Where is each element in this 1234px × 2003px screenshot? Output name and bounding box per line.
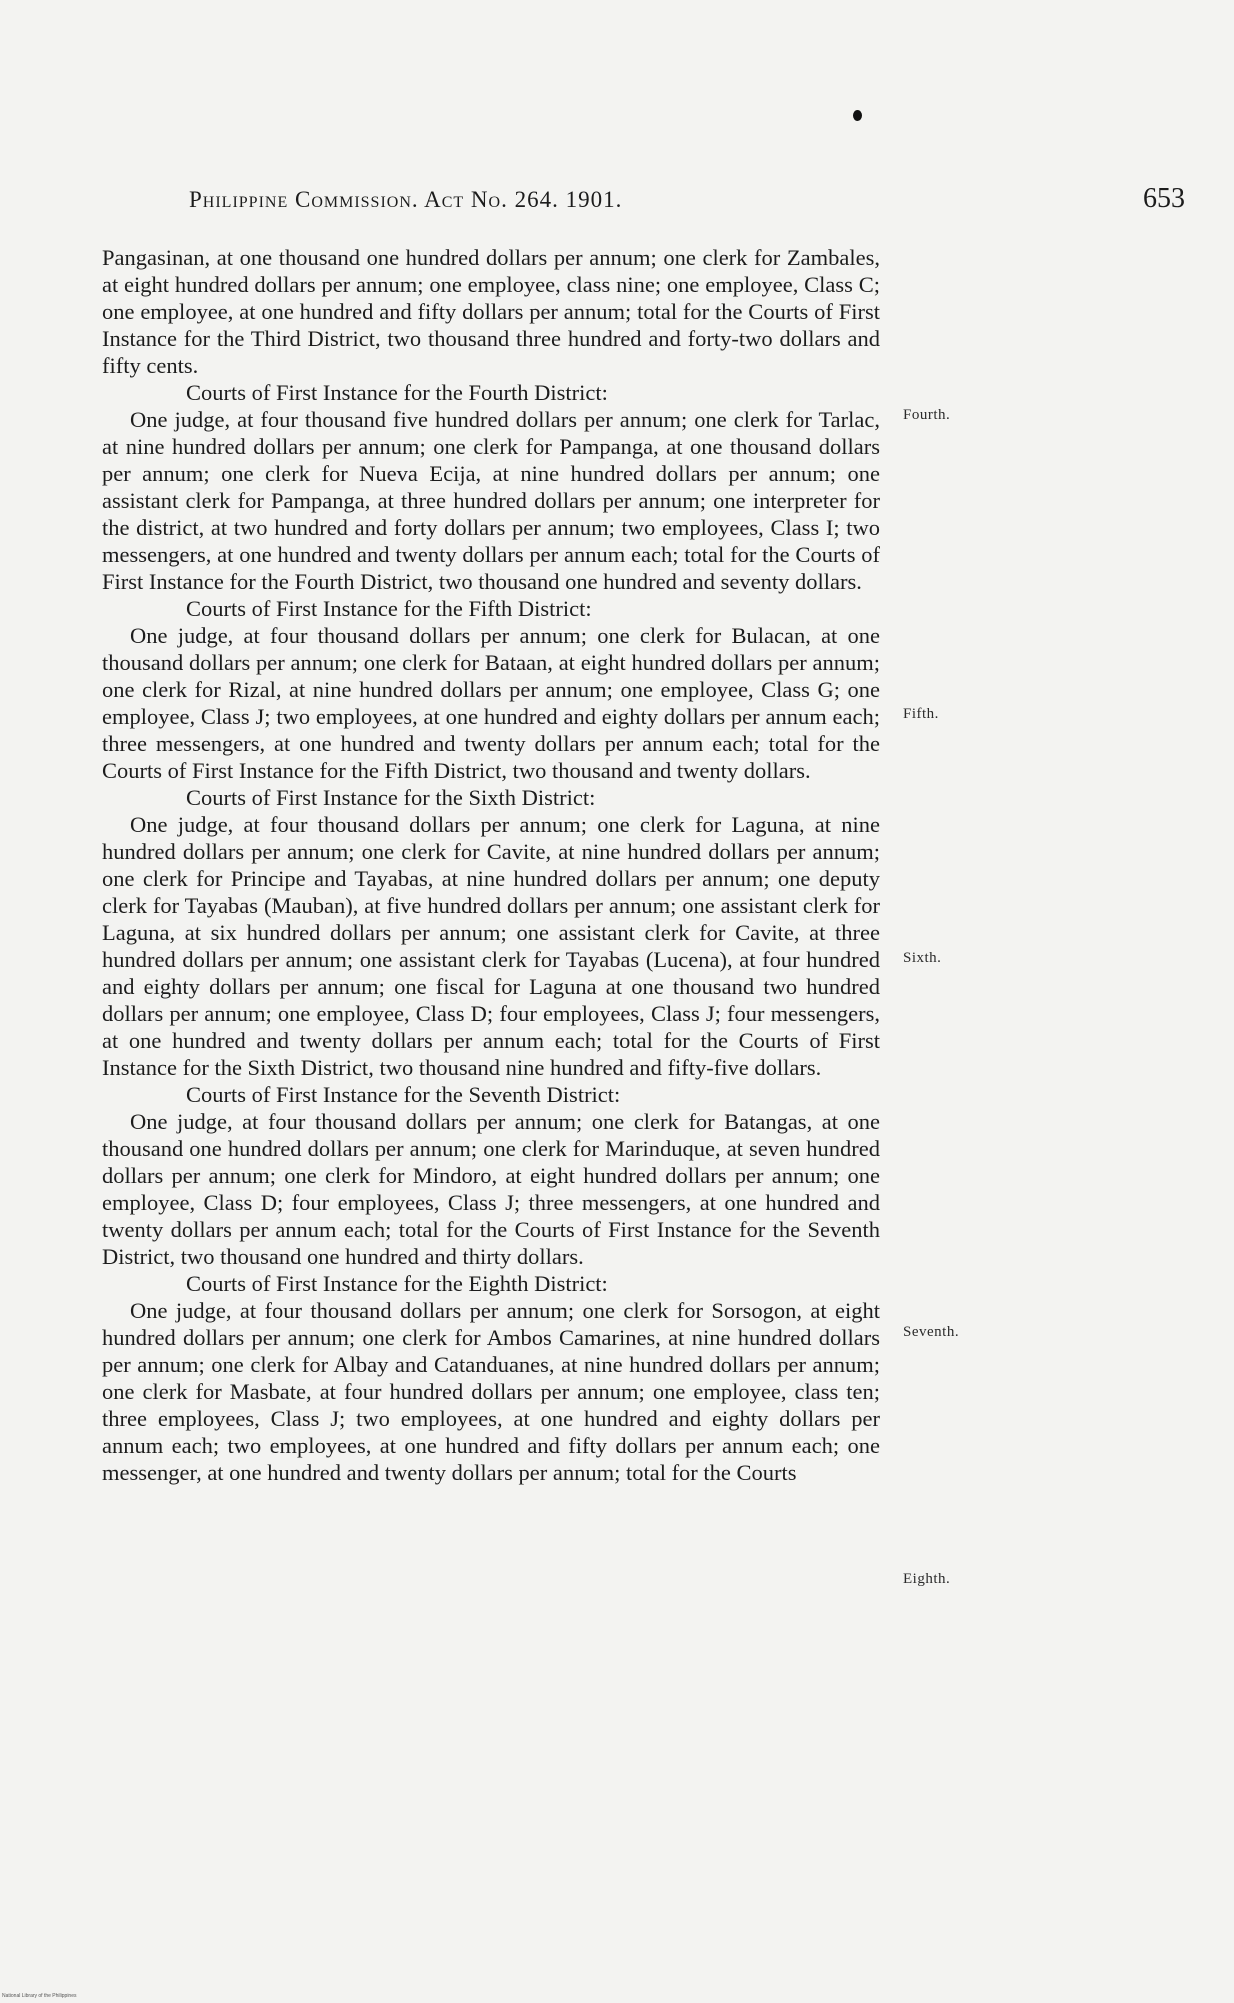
heading-fifth-district: Courts of First Instance for the Fifth District: <box>186 596 592 621</box>
paragraph-third-district-end: Pangasinan, at one thousand one hundred dollars per annum; one clerk for Zambales, at eight hundred dollars per annum; one employee, class nine; one employee, Class C; one employee, at one hundred and fifty dollars per annum; total for the Courts of First Instance for the Third District, two thousand three hundred and forty-two dollars and fifty cents. <box>102 245 880 378</box>
paragraph-fourth-district: One judge, at four thousand five hundred dollars per annum; one clerk for Tarlac, at nine hundred dollars per annum; one clerk for Pampanga, at one thousand dollars per annum; one clerk for Nueva Ecija, at nine hundred dollars per annum; one assistant clerk for Pampanga, at three hundred dollars per annum; one interpreter for the district, at two hundred and forty dollars per annum; two employees, Class I; two messengers, at one hundred and twenty dollars per annum each; total for the Courts of First Instance for the Fourth District, two thousand one hundred and seventy dollars. <box>102 407 880 594</box>
heading-fourth-district: Courts of First Instance for the Fourth District: <box>186 380 608 405</box>
margin-note-fourth: Fourth. <box>903 407 951 423</box>
page-header <box>189 183 1185 223</box>
margin-note-sixth: Sixth. <box>903 950 942 966</box>
margin-note-seventh: Seventh. <box>903 1324 960 1340</box>
margin-note-fifth: Fifth. <box>903 706 939 722</box>
running-title: Philippine Commission. Act No. 264. 1901. <box>189 187 623 212</box>
heading-sixth-district: Courts of First Instance for the Sixth District: <box>186 785 596 810</box>
scan-footer: National Library of the Philippines <box>2 1993 77 1999</box>
page-number: 653 <box>1143 183 1185 214</box>
body-text <box>102 244 880 1486</box>
margin-note-eighth: Eighth. <box>903 1571 951 1587</box>
paragraph-fifth-district: One judge, at four thousand dollars per annum; one clerk for Bulacan, at one thousand dollars per annum; one clerk for Bataan, at eight hundred dollars per annum; one clerk for Rizal, at nine hundred dollars per annum; one employee, Class G; one employee, Class J; two employees, at one hundred and eighty dollars per annum each; three messengers, at one hundred and twenty dollars per annum each; total for the Courts of First Instance for the Fifth District, two thousand and twenty dollars. <box>102 623 880 783</box>
ink-dot <box>853 110 862 121</box>
paragraph-sixth-district: One judge, at four thousand dollars per annum; one clerk for Laguna, at nine hundred dollars per annum; one clerk for Cavite, at nine hundred dollars per annum; one clerk for Principe and Tayabas, at nine hundred dollars per annum; one deputy clerk for Tayabas (Mauban), at five hundred dollars per annum; one assistant clerk for Laguna, at six hundred dollars per annum; one assistant clerk for Cavite, at three hundred dollars per annum; one assistant clerk for Tayabas (Lucena), at four hundred and eighty dollars per annum; one fiscal for Laguna at one thousand two hundred dollars per annum; one employee, Class D; four employees, Class J; four messengers, at one hundred and twenty dollars per annum each; total for the Courts of First Instance for the Sixth District, two thousand nine hundred and fifty-five dollars. <box>102 812 880 1080</box>
heading-eighth-district: Courts of First Instance for the Eighth District: <box>186 1271 608 1296</box>
paragraph-eighth-district: One judge, at four thousand dollars per annum; one clerk for Sorsogon, at eight hundred dollars per annum; one clerk for Ambos Camarines, at nine hundred dollars per annum; one clerk for Albay and Catanduanes, at nine hundred dollars per annum; one clerk for Masbate, at four hundred dollars per annum; one employee, class ten; three employees, Class J; two employees, at one hundred and eighty dollars per annum each; two employees, at one hundred and fifty dollars per annum each; one messenger, at one hundred and twenty dollars per annum; total for the Courts <box>102 1298 880 1485</box>
paragraph-seventh-district: One judge, at four thousand dollars per annum; one clerk for Batangas, at one thousand one hundred dollars per annum; one clerk for Marinduque, at seven hundred dollars per annum; one clerk for Mindoro, at eight hundred dollars per annum; one employee, Class D; four employees, Class J; three messengers, at one hundred and twenty dollars per annum each; total for the Courts of First Instance for the Seventh District, two thousand one hundred and thirty dollars. <box>102 1109 880 1269</box>
heading-seventh-district: Courts of First Instance for the Seventh District: <box>186 1082 621 1107</box>
